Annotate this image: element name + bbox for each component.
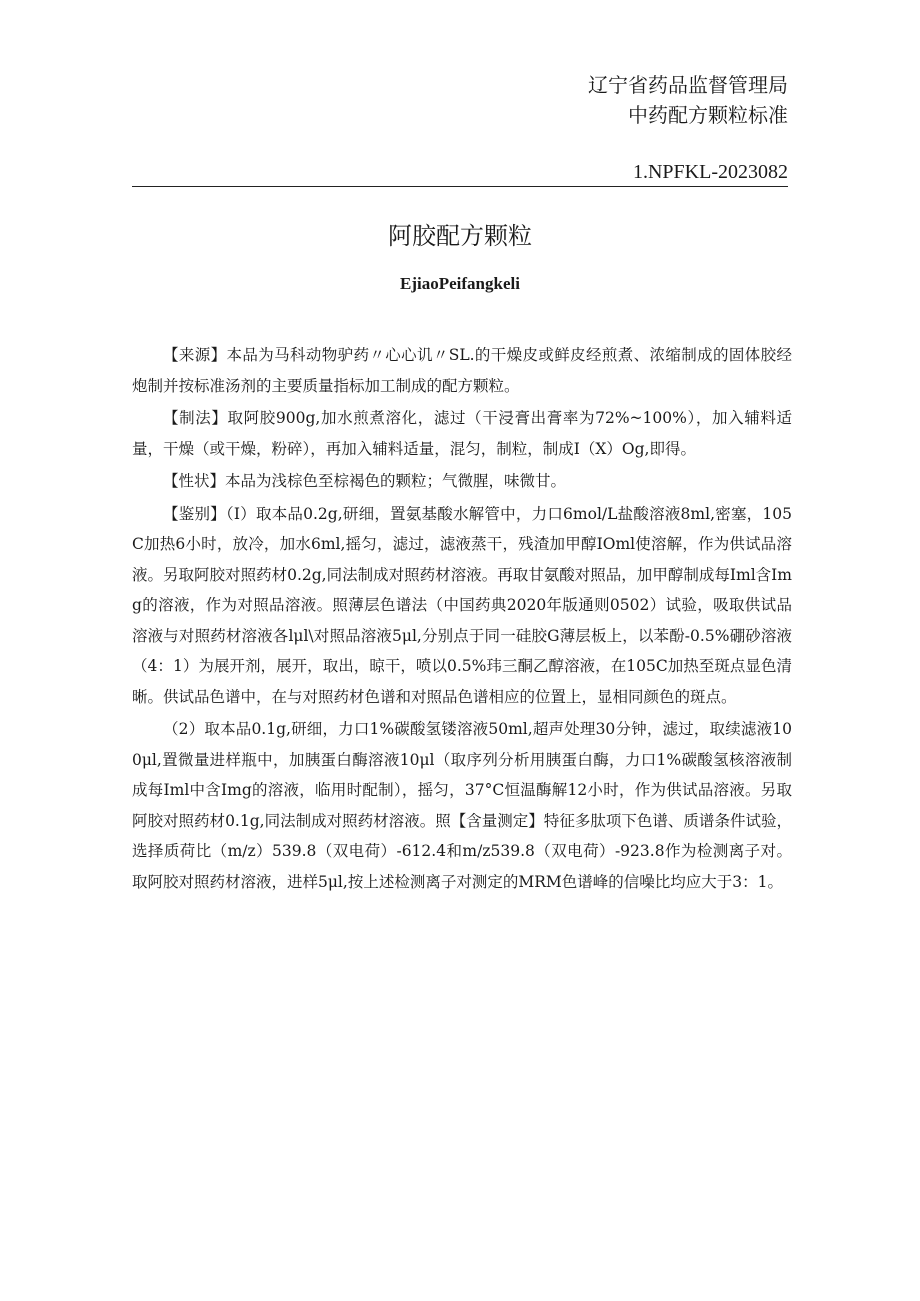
issuer-header (588, 70, 788, 130)
document-title: 阿胶配方颗粒 (388, 222, 532, 250)
section-appearance: 【性状】本品为浅棕色至棕褐色的颗粒；气微腥，味微甘。 (163, 472, 567, 490)
section-method: 【制法】取阿胶900g,加水煎煮溶化，滤过（干浸膏出膏率为72%~100%），加入辅料适量，干燥（或干燥，粉碎），再加入辅料适量，混匀，制粒，制成I（X）Og,即得。 (132, 409, 792, 458)
header-divider (132, 186, 788, 187)
document-body (132, 340, 792, 899)
section-identification-1: 【鉴别】（I）取本品0.2g,研细，置氨基酸水解管中，力口6mol∕L盐酸溶液8ml,密塞，105C加热6小时，放冷，加水6ml,摇匀，滤过，滤液蒸干，残渣加甲醇IOml使溶解，作为供试品溶液。另取阿胶对照药材0.2g,同法制成对照药材溶液。再取甘氨酸对照品，加甲醇制成每Iml含Img的溶液，作为对照品溶液。照薄层色谱法（中国药典2020年版通则0502）试验，吸取供试品溶液与对照药材溶液各lμl\对照品溶液5μl,分别点于同一硅胶G薄层板上，以苯酚-0.5%硼砂溶液（4：1）为展开剂，展开，取出，晾干，喷以0.5%玮三酮乙醇溶液，在105C加热至斑点显色清晰。供试品色谱中，在与对照药材色谱和对照品色谱相应的位置上，显相同颜色的斑点。 (132, 504, 792, 706)
section-identification-2: （2）取本品0.1g,研细，力口1%碳酸氢镂溶液50ml,超声处理30分钟，滤过，取续滤液100μl,置微量进样瓶中，加胰蛋白酶溶液10μl（取序列分析用胰蛋白酶，力口1%碳酸氢核溶液制成每Iml中含Img的溶液，临用时配制），摇匀，37°C恒温酶解12小时，作为供试品溶液。另取阿胶对照药材0.1g,同法制成对照药材溶液。照【含量测定】特征多肽项下色谱、质谱条件试验，选择质荷比（m∕z）539.8（双电荷）-612.4和m/z539.8（双电荷）-923.8作为检测离子对。取阿胶对照药材溶液，进样5μl,按上述检测离子对测定的MRM色谱峰的信噪比均应大于3：1。 (132, 720, 792, 891)
standard-type: 中药配方颗粒标准 (628, 103, 788, 127)
section-source: 【来源】本品为马科动物驴药〃心心讥〃SL.的干燥皮或鲜皮经煎煮、浓缩制成的固体胶经炮制并按标准汤剂的主要质量指标加工制成的配方颗粒。 (132, 346, 792, 395)
issuer-name: 辽宁省药品监督管理局 (588, 73, 788, 97)
document-subtitle-pinyin: EjiaoPeifangkeli (400, 274, 520, 293)
standard-code: 1.NPFKL-2023082 (632, 161, 788, 183)
